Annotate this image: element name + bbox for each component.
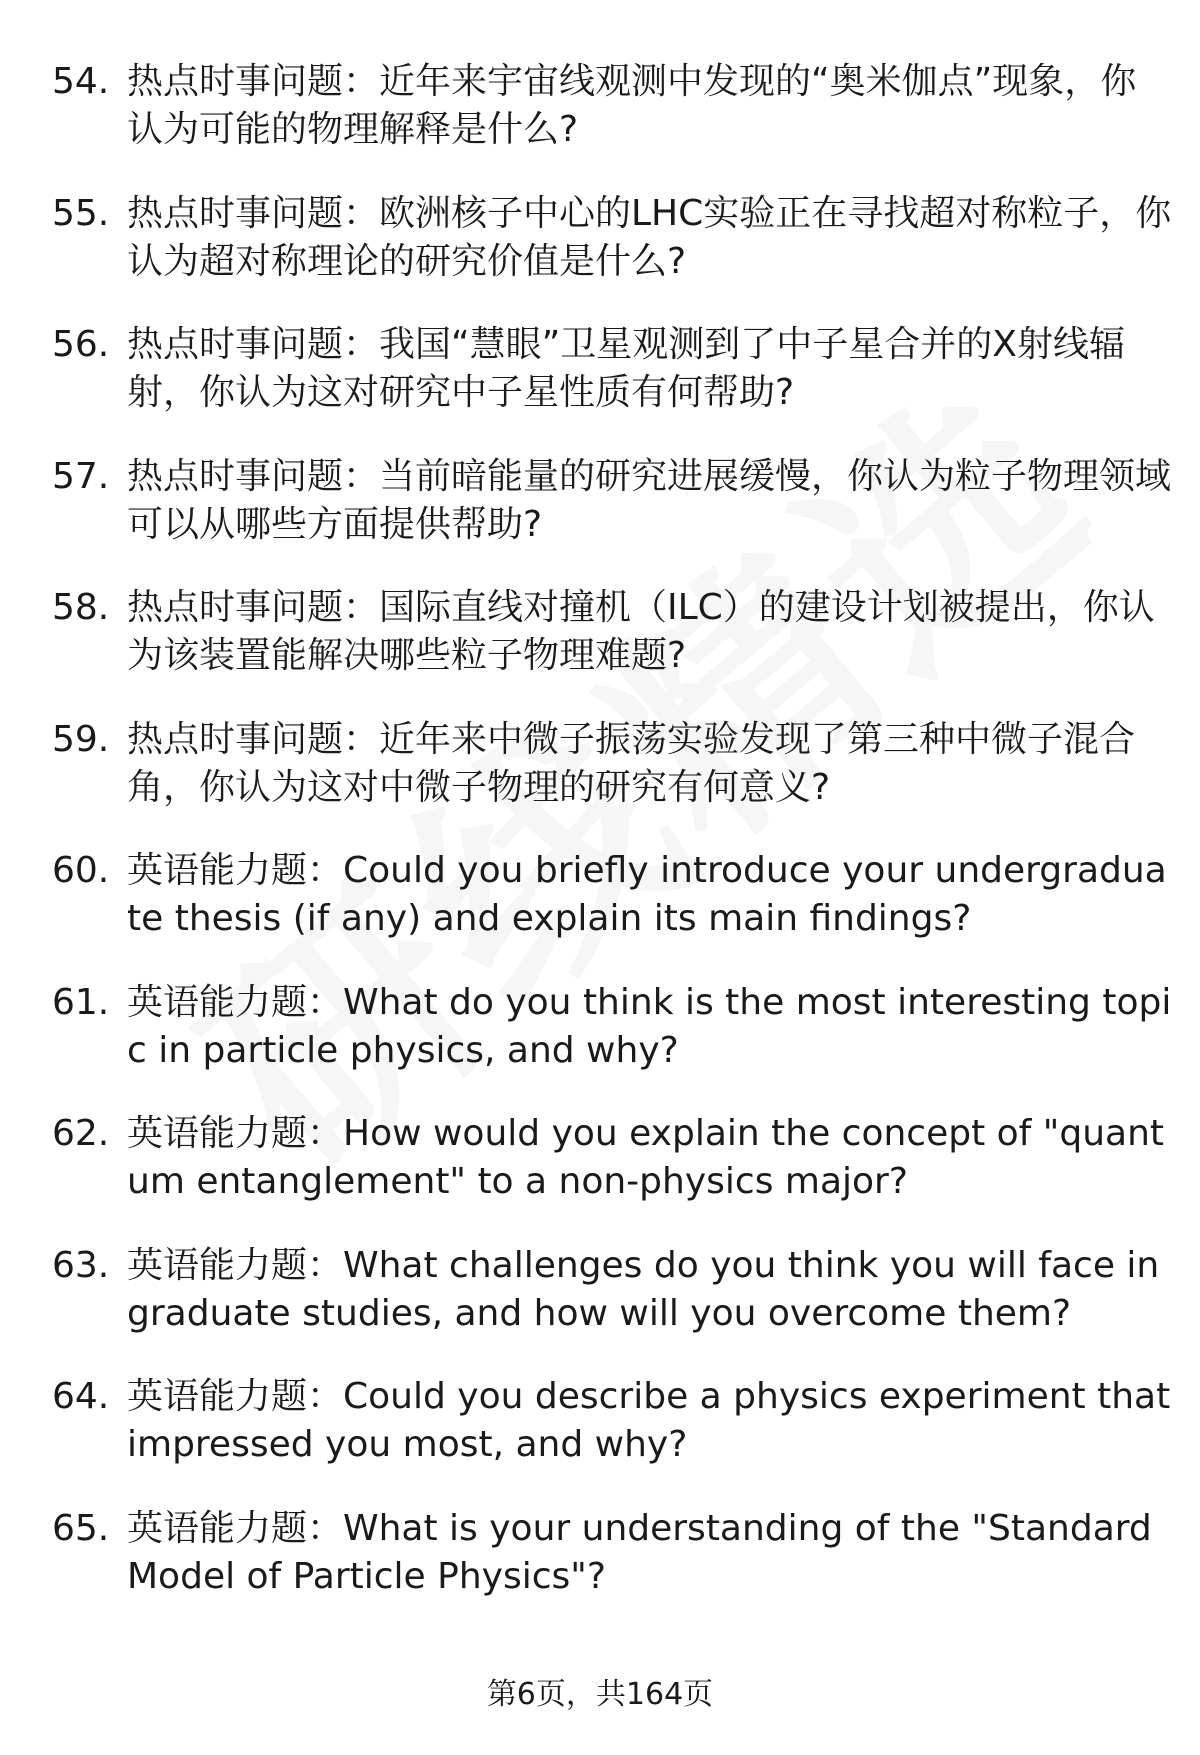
question-text: 英语能力题：What is your understanding of the "Standard Model of Particle Physics"? <box>127 1507 1152 1597</box>
question-number: 55. <box>52 192 110 234</box>
list-item <box>52 321 1162 453</box>
list-item <box>52 190 1172 322</box>
list-item <box>52 979 1172 1111</box>
question-list <box>52 58 1172 1636</box>
question-text: 英语能力题：Could you describe a physics experiment that impressed you most, and why? <box>127 1376 1171 1465</box>
question-number: 54. <box>52 61 110 102</box>
question-text: 热点时事问题：欧洲核子中心的LHC实验正在寻找超对称粒子，你认为超对称理论的研究价值是什么? <box>127 192 1172 282</box>
question-text: 英语能力题：Could you briefly introduce your undergraduate thesis (if any) and explain its main findings? <box>127 850 1167 939</box>
question-number: 63. <box>52 1244 110 1286</box>
question-text: 热点时事问题：我国“慧眼”卫星观测到了中子星合并的X射线辐射，你认为这对研究中子星性质有何帮助? <box>127 324 1125 413</box>
question-text: 英语能力题：What do you think is the most interesting topic in particle physics, and why? <box>127 981 1172 1071</box>
list-item <box>52 1242 1162 1374</box>
question-number: 59. <box>52 718 110 760</box>
list-item <box>52 584 1162 716</box>
question-number: 60. <box>52 850 110 891</box>
question-number: 62. <box>52 1113 110 1154</box>
question-number: 57. <box>52 455 110 497</box>
list-item <box>52 1110 1165 1242</box>
question-text: 英语能力题：How would you explain the concept of "quantum entanglement" to a non-physics major? <box>127 1113 1165 1202</box>
list-item <box>52 1373 1171 1505</box>
question-text: 热点时事问题：国际直线对撞机（ILC）的建设计划被提出，你认为该装置能解决哪些粒子物理难题? <box>127 587 1155 676</box>
question-text: 热点时事问题：近年来中微子振荡实验发现了第三种中微子混合角，你认为这对中微子物理的研究有何意义? <box>127 718 1136 808</box>
question-text: 英语能力题：What challenges do you think you will face in graduate studies, and how will you overcome them? <box>127 1244 1160 1334</box>
question-text: 热点时事问题：近年来宇宙线观测中发现的“奥米伽点”现象，你认为可能的物理解释是什么? <box>127 61 1137 150</box>
page-footer: 第6页，共164页 <box>486 1677 714 1712</box>
list-item <box>52 716 1162 848</box>
question-text: 热点时事问题：当前暗能量的研究进展缓慢，你认为粒子物理领域可以从哪些方面提供帮助? <box>127 455 1172 545</box>
question-number: 61. <box>52 981 110 1023</box>
question-number: 64. <box>52 1376 110 1417</box>
list-item <box>52 847 1167 979</box>
list-item <box>52 453 1172 585</box>
question-number: 58. <box>52 587 110 628</box>
question-number: 56. <box>52 324 110 365</box>
list-item <box>52 58 1162 190</box>
question-number: 65. <box>52 1507 110 1549</box>
list-item <box>52 1505 1162 1637</box>
